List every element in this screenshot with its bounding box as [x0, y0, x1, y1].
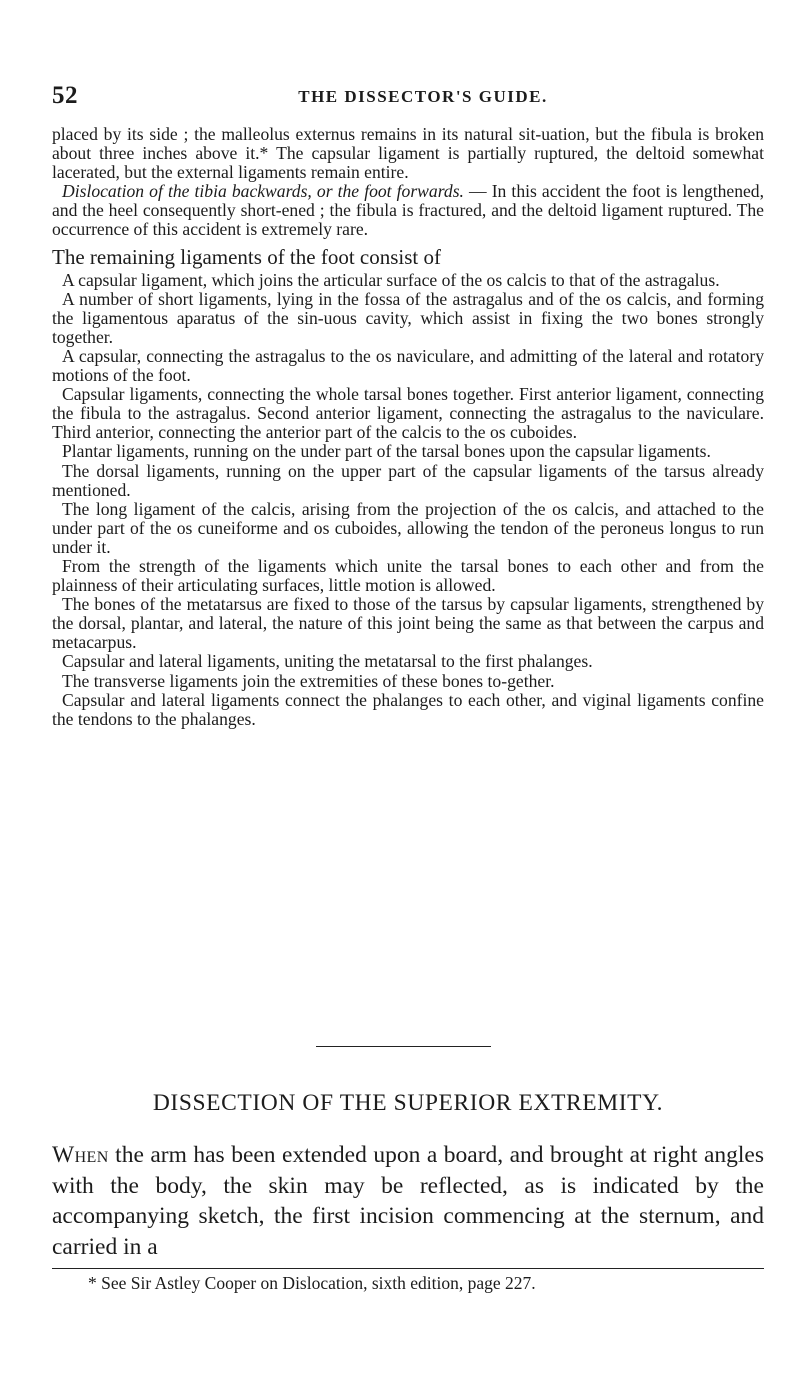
running-title: THE DISSECTOR'S GUIDE.: [298, 87, 548, 106]
italic-heading: Dislocation of the tibia backwards, or the foot forwards.: [62, 181, 464, 202]
ligament-item: Capsular and lateral ligaments, uniting the metatarsal to the first phalanges.: [62, 651, 593, 672]
ligament-item: The long ligament of the calcis, arising from the projection of the os calcis, and attached to the under part of the os cuneiforme and os cuboides, allowing the tendon of the peroneus longus to run under it.: [52, 498, 764, 557]
paragraph-text: — In this accident the foot is lengthened, and the heel consequently short-ened ; the fibula is fractured, and the deltoid ligament ruptured. The occurrence of this accident is extremely rare.: [52, 181, 765, 240]
ligament-item: The transverse ligaments join the extremities of these bones to-gether.: [62, 670, 555, 691]
paragraph-dislocation-backwards: [52, 182, 764, 239]
ligament-item: Plantar ligaments, running on the under part of the tarsal bones upon the capsular ligaments.: [62, 441, 711, 462]
body-text: [52, 125, 764, 729]
subheading-remaining-ligaments: The remaining ligaments of the foot consist of: [52, 244, 441, 269]
page-number: 52: [52, 82, 78, 109]
ligament-item: Capsular ligaments, connecting the whole tarsal bones together. First anterior ligament, connecting the fibula to the astragalus. Second anterior ligament, connecting the astragalus to the naviculare. Third anterior, connecting the anterior part of the calcis to the os cuboides.: [52, 384, 764, 443]
footnote: * See Sir Astley Cooper on Dislocation, sixth edition, page 227.: [88, 1273, 536, 1293]
footnote-rule: [52, 1268, 764, 1269]
section-text: [52, 1140, 764, 1262]
ligament-item: A number of short ligaments, lying in the fossa of the astragalus and of the os calcis, and forming the ligamentous aparatus of the sin-uous cavity, which assist in fixing the two bones strongly together.: [52, 288, 764, 347]
section-divider: [316, 1046, 491, 1047]
running-head: [52, 82, 764, 112]
ligament-item: The dorsal ligaments, running on the upper part of the capsular ligaments of the tarsus already mentioned.: [52, 460, 764, 500]
section-title: DISSECTION OF THE SUPERIOR EXTREMITY.: [152, 1090, 664, 1116]
ligament-item: The bones of the metatarsus are fixed to those of the tarsus by capsular ligaments, strengthened by the dorsal, plantar, and lateral, the nature of this joint being the same as that between the carpus and metacarpus.: [52, 594, 764, 653]
ligament-item: A capsular, connecting the astragalus to the os naviculare, and admitting of the lateral and rotatory motions of the foot.: [52, 345, 764, 386]
section-paragraph-text: the arm has been extended upon a board, and brought at right angles with the body, the skin may be reflected, as is indicated by the accompanying sketch, the first incision commencing at the sternum, and carried in a: [52, 1142, 764, 1260]
ligament-item: Capsular and lateral ligaments connect the phalanges to each other, and viginal ligaments confine the tendons to the phalanges.: [52, 689, 764, 729]
ligament-item: A capsular ligament, which joins the articular surface of the os calcis to that of the astragalus.: [62, 269, 720, 290]
section-paragraph: [52, 1140, 764, 1262]
paragraph-dislocation-outwards: placed by its side ; the malleolus externus remains in its natural sit-uation, but the fibula is broken about three inches above it.* The capsular ligament is partially ruptured, the deltoid somewhat lacerated, but the external ligaments remain entire.: [52, 124, 764, 183]
ligament-item: From the strength of the ligaments which unite the tarsal bones to each other and from the plainness of their articulating surfaces, little motion is allowed.: [52, 555, 764, 596]
lead-word: When: [52, 1142, 109, 1168]
